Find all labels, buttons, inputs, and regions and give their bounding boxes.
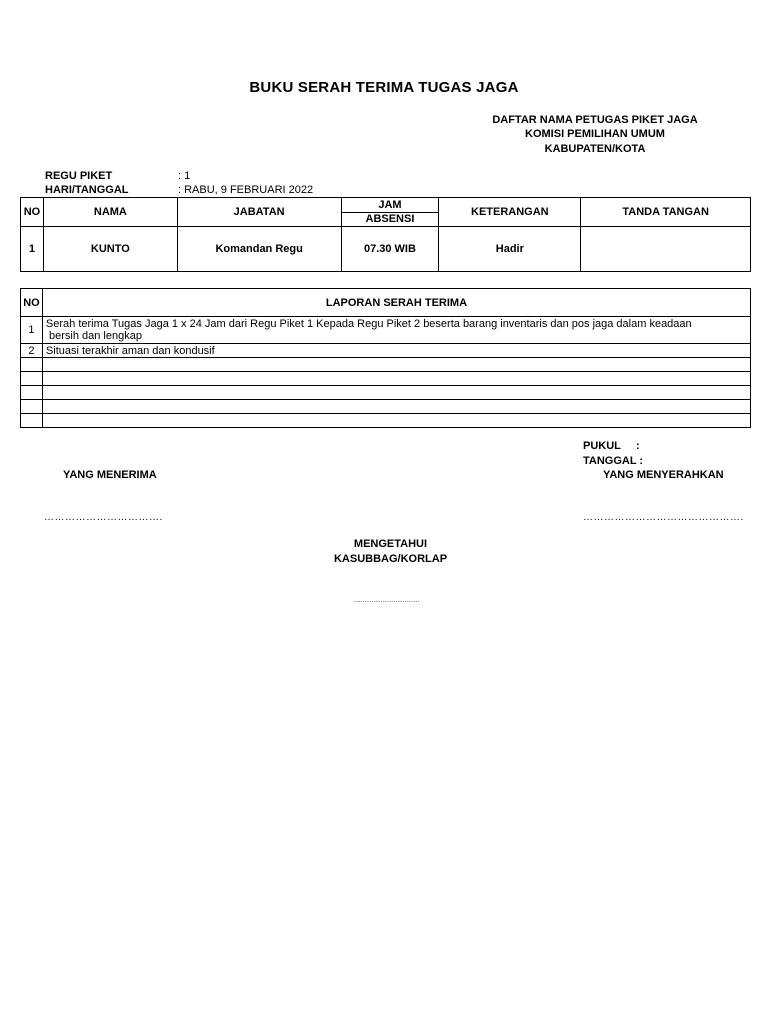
cell-no: 2 xyxy=(21,344,43,358)
col-jabatan: JABATAN xyxy=(177,198,341,227)
cell-laporan-line-1: Serah terima Tugas Jaga 1 x 24 Jam dari Regu Piket 1 Kepada Regu Piket 2 beserta barang inventaris dan pos jaga dalam keadaan xyxy=(45,318,692,330)
col-jam-absensi xyxy=(341,198,439,227)
cell-no: 1 xyxy=(21,227,44,272)
table-row xyxy=(21,317,751,344)
col-no: NO xyxy=(21,198,44,227)
page-title: BUKU SERAH TERIMA TUGAS JAGA xyxy=(249,79,519,96)
table-row xyxy=(21,227,751,272)
cell-keterangan: Hadir xyxy=(439,227,581,272)
table-row xyxy=(21,414,751,428)
col-jam-bottom: ABSENSI xyxy=(365,213,415,225)
col-no: NO xyxy=(21,289,43,317)
table-row xyxy=(21,372,751,386)
regu-label: REGU PIKET xyxy=(45,170,113,182)
org-line-1: DAFTAR NAMA PETUGAS PIKET JAGA xyxy=(492,114,698,126)
cell-no: 1 xyxy=(21,317,43,344)
cell-tanda-tangan xyxy=(581,227,751,272)
cell-jam: 07.30 WIB xyxy=(341,227,439,272)
pukul-label: PUKUL : xyxy=(583,440,640,452)
hari-label: HARI/TANGGAL xyxy=(45,184,129,196)
hari-value: : RABU, 9 FEBRUARI 2022 xyxy=(178,184,314,196)
col-jam-top: JAM xyxy=(342,198,439,213)
cell-jabatan: Komandan Regu xyxy=(177,227,341,272)
mengetahui-label: MENGETAHUI xyxy=(353,538,428,550)
org-line-3: KABUPATEN/KOTA xyxy=(544,143,646,155)
cell-laporan: Situasi terakhir aman dan kondusif xyxy=(42,344,750,358)
table-row xyxy=(21,400,751,414)
col-tanda-tangan: TANDA TANGAN xyxy=(581,198,751,227)
col-laporan: LAPORAN SERAH TERIMA xyxy=(42,289,750,317)
cell-laporan xyxy=(42,317,750,344)
table-row xyxy=(21,344,751,358)
col-nama: NAMA xyxy=(43,198,177,227)
attendance-header-row xyxy=(21,198,751,227)
report-header-row xyxy=(21,289,751,317)
regu-value: : 1 xyxy=(178,170,191,182)
tanggal-label: TANGGAL : xyxy=(583,455,644,467)
giver-label: YANG MENYERAHKAN xyxy=(603,469,724,481)
table-row xyxy=(21,358,751,372)
receiver-signature-line: ……………………………. xyxy=(44,512,163,523)
report-table xyxy=(20,288,751,428)
receiver-label: YANG MENERIMA xyxy=(63,469,157,481)
cell-laporan-line-2: bersih dan lengkap xyxy=(45,330,142,342)
giver-signature-line: ………………………………………. xyxy=(583,512,744,523)
attendance-table xyxy=(20,197,751,272)
org-line-2: KOMISI PEMILIHAN UMUM xyxy=(525,128,665,140)
kasubbag-label: KASUBBAG/KORLAP xyxy=(333,553,448,565)
col-keterangan: KETERANGAN xyxy=(439,198,581,227)
cell-nama: KUNTO xyxy=(43,227,177,272)
table-row xyxy=(21,386,751,400)
kasubbag-signature-line: ……………………………… xyxy=(353,598,419,604)
